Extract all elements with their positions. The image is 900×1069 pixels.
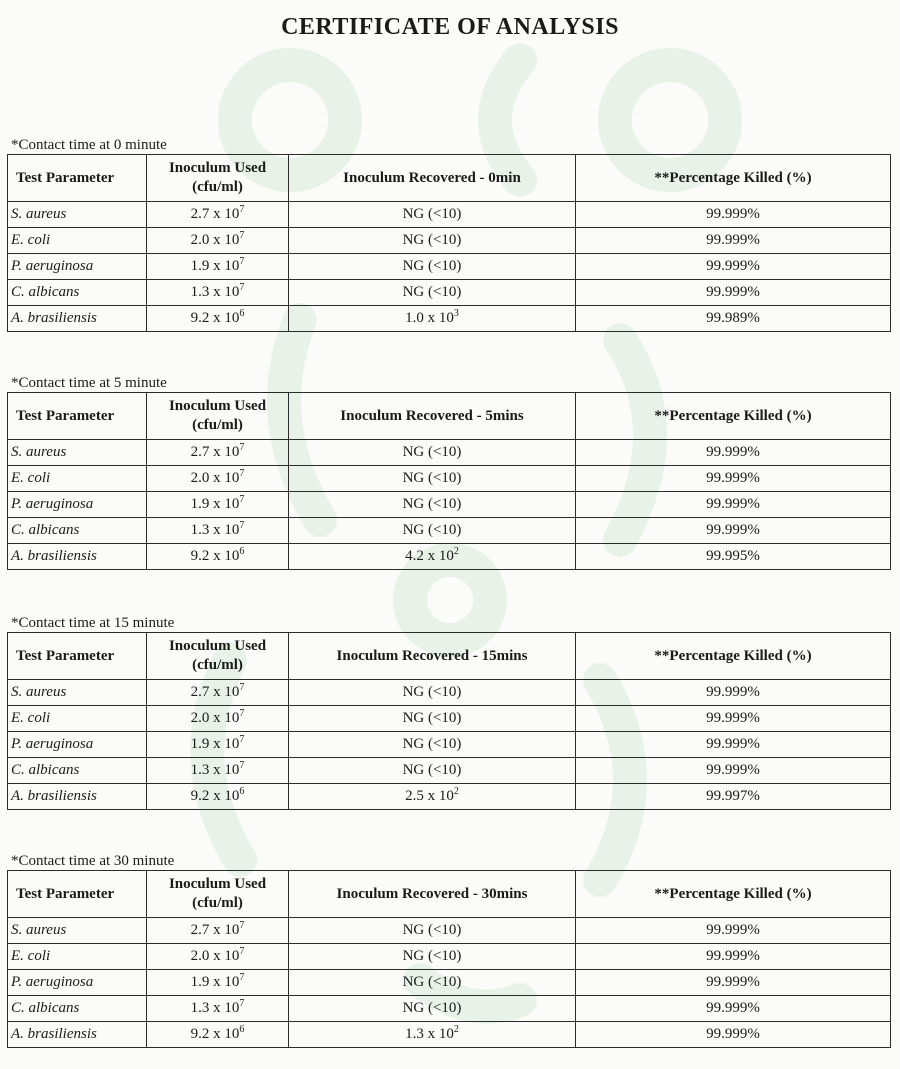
header-inoculum-used-label: Inoculum Used (168, 398, 267, 414)
inoculum-used-cell (147, 996, 289, 1022)
table-row (8, 706, 891, 732)
inoculum-recovered-cell (289, 944, 576, 970)
table-row (8, 918, 891, 944)
inoculum-recovered-value: NG (<10) (402, 232, 462, 248)
inoculum-used-value: 2.7 x 10 (190, 206, 240, 222)
inoculum-recovered-cell (289, 466, 576, 492)
inoculum-used-value: 2.7 x 10 (190, 684, 240, 700)
table-row (8, 492, 891, 518)
inoculum-recovered-cell (289, 518, 576, 544)
header-inoculum-used-unit: (cfu/ml) (192, 179, 243, 195)
table-row (8, 944, 891, 970)
table-row (8, 280, 891, 306)
table-row (8, 518, 891, 544)
header-test-parameter: Test Parameter (8, 155, 147, 202)
table-row (8, 996, 891, 1022)
organism-cell: E. coli (8, 228, 147, 254)
percentage-killed-cell: 99.989% (576, 306, 891, 332)
inoculum-used-exponent: 7 (239, 734, 245, 745)
inoculum-used-exponent: 7 (239, 946, 245, 957)
inoculum-used-exponent: 7 (239, 972, 245, 983)
inoculum-used-cell (147, 202, 289, 228)
inoculum-recovered-exponent: 2 (453, 1024, 459, 1035)
inoculum-used-cell (147, 440, 289, 466)
inoculum-used-exponent: 7 (239, 760, 245, 771)
results-table (7, 154, 891, 332)
inoculum-used-cell (147, 784, 289, 810)
header-percentage-killed: **Percentage Killed (%) (576, 633, 891, 680)
percentage-killed-cell: 99.999% (576, 918, 891, 944)
contact-time-section (7, 852, 890, 1048)
inoculum-used-value: 1.9 x 10 (190, 496, 240, 512)
inoculum-recovered-value: 2.5 x 10 (405, 788, 454, 804)
inoculum-used-exponent: 7 (239, 230, 245, 241)
header-inoculum-recovered: Inoculum Recovered - 5mins (289, 393, 576, 440)
organism-cell: A. brasiliensis (8, 784, 147, 810)
percentage-killed-cell: 99.999% (576, 706, 891, 732)
inoculum-used-value: 1.3 x 10 (190, 1000, 240, 1016)
table-row (8, 1022, 891, 1048)
header-row (8, 155, 891, 202)
table-row (8, 466, 891, 492)
inoculum-used-exponent: 6 (239, 1024, 245, 1035)
inoculum-used-cell (147, 280, 289, 306)
table-row (8, 440, 891, 466)
table-row (8, 254, 891, 280)
inoculum-recovered-exponent: 2 (453, 546, 459, 557)
percentage-killed-cell: 99.999% (576, 732, 891, 758)
inoculum-used-exponent: 7 (239, 920, 245, 931)
header-row (8, 871, 891, 918)
inoculum-recovered-cell (289, 306, 576, 332)
inoculum-recovered-value: NG (<10) (402, 974, 462, 990)
inoculum-recovered-value: NG (<10) (402, 284, 462, 300)
section-caption: *Contact time at 5 minute (11, 375, 167, 391)
organism-cell: A. brasiliensis (8, 1022, 147, 1048)
results-table (7, 392, 891, 570)
results-table (7, 632, 891, 810)
organism-cell: C. albicans (8, 758, 147, 784)
inoculum-used-exponent: 7 (239, 442, 245, 453)
inoculum-used-value: 1.9 x 10 (190, 258, 240, 274)
percentage-killed-cell: 99.999% (576, 996, 891, 1022)
inoculum-used-exponent: 6 (239, 786, 245, 797)
header-inoculum-recovered: Inoculum Recovered - 30mins (289, 871, 576, 918)
header-percentage-killed: **Percentage Killed (%) (576, 871, 891, 918)
organism-cell: P. aeruginosa (8, 492, 147, 518)
percentage-killed-cell: 99.999% (576, 758, 891, 784)
section-caption: *Contact time at 15 minute (11, 615, 175, 631)
contact-time-section (7, 374, 890, 570)
header-percentage-killed: **Percentage Killed (%) (576, 393, 891, 440)
inoculum-recovered-cell (289, 784, 576, 810)
inoculum-used-cell (147, 918, 289, 944)
percentage-killed-cell: 99.999% (576, 440, 891, 466)
inoculum-recovered-value: NG (<10) (402, 206, 462, 222)
header-inoculum-used-label: Inoculum Used (168, 160, 267, 176)
inoculum-used-cell (147, 492, 289, 518)
organism-cell: C. albicans (8, 280, 147, 306)
inoculum-recovered-cell (289, 254, 576, 280)
inoculum-used-value: 2.7 x 10 (190, 444, 240, 460)
inoculum-recovered-cell (289, 706, 576, 732)
inoculum-recovered-value: NG (<10) (402, 762, 462, 778)
inoculum-recovered-exponent: 2 (453, 786, 459, 797)
table-row (8, 758, 891, 784)
inoculum-recovered-cell (289, 996, 576, 1022)
inoculum-used-exponent: 7 (239, 256, 245, 267)
inoculum-recovered-cell (289, 544, 576, 570)
inoculum-recovered-value: NG (<10) (402, 444, 462, 460)
percentage-killed-cell: 99.999% (576, 680, 891, 706)
inoculum-used-value: 1.3 x 10 (190, 762, 240, 778)
table-row (8, 680, 891, 706)
organism-cell: S. aureus (8, 202, 147, 228)
inoculum-used-cell (147, 254, 289, 280)
header-test-parameter: Test Parameter (8, 871, 147, 918)
inoculum-used-exponent: 7 (239, 520, 245, 531)
contact-time-section (7, 614, 890, 810)
inoculum-used-cell (147, 466, 289, 492)
header-percentage-killed: **Percentage Killed (%) (576, 155, 891, 202)
organism-cell: S. aureus (8, 680, 147, 706)
inoculum-recovered-cell (289, 918, 576, 944)
organism-cell: A. brasiliensis (8, 544, 147, 570)
inoculum-recovered-value: NG (<10) (402, 496, 462, 512)
organism-cell: E. coli (8, 706, 147, 732)
table-row (8, 970, 891, 996)
inoculum-recovered-cell (289, 280, 576, 306)
percentage-killed-cell: 99.999% (576, 492, 891, 518)
inoculum-recovered-cell (289, 492, 576, 518)
inoculum-used-cell (147, 518, 289, 544)
percentage-killed-cell: 99.997% (576, 784, 891, 810)
header-inoculum-used-unit: (cfu/ml) (192, 417, 243, 433)
inoculum-used-exponent: 7 (239, 682, 245, 693)
inoculum-used-value: 1.9 x 10 (190, 736, 240, 752)
inoculum-recovered-value: 1.3 x 10 (405, 1026, 454, 1042)
organism-cell: C. albicans (8, 518, 147, 544)
header-inoculum-recovered: Inoculum Recovered - 0min (289, 155, 576, 202)
table-row (8, 544, 891, 570)
inoculum-used-exponent: 7 (239, 494, 245, 505)
header-test-parameter: Test Parameter (8, 633, 147, 680)
inoculum-recovered-value: NG (<10) (402, 1000, 462, 1016)
inoculum-used-value: 9.2 x 10 (190, 788, 240, 804)
inoculum-recovered-value: NG (<10) (402, 258, 462, 274)
inoculum-used-value: 2.0 x 10 (190, 710, 240, 726)
inoculum-recovered-cell (289, 202, 576, 228)
table-row (8, 228, 891, 254)
inoculum-used-value: 2.7 x 10 (190, 922, 240, 938)
header-inoculum-used (147, 393, 289, 440)
inoculum-used-cell (147, 944, 289, 970)
organism-cell: S. aureus (8, 918, 147, 944)
percentage-killed-cell: 99.999% (576, 280, 891, 306)
inoculum-used-value: 9.2 x 10 (190, 548, 240, 564)
inoculum-used-cell (147, 1022, 289, 1048)
inoculum-used-exponent: 7 (239, 708, 245, 719)
inoculum-recovered-cell (289, 228, 576, 254)
inoculum-used-cell (147, 732, 289, 758)
percentage-killed-cell: 99.999% (576, 228, 891, 254)
inoculum-recovered-cell (289, 732, 576, 758)
header-inoculum-used (147, 155, 289, 202)
inoculum-recovered-cell (289, 758, 576, 784)
inoculum-used-cell (147, 680, 289, 706)
header-test-parameter: Test Parameter (8, 393, 147, 440)
inoculum-used-value: 2.0 x 10 (190, 948, 240, 964)
inoculum-used-exponent: 7 (239, 998, 245, 1009)
inoculum-recovered-cell (289, 680, 576, 706)
organism-cell: C. albicans (8, 996, 147, 1022)
inoculum-recovered-value: NG (<10) (402, 684, 462, 700)
inoculum-used-value: 2.0 x 10 (190, 232, 240, 248)
header-inoculum-used (147, 633, 289, 680)
inoculum-recovered-cell (289, 1022, 576, 1048)
inoculum-recovered-value: NG (<10) (402, 922, 462, 938)
organism-cell: P. aeruginosa (8, 254, 147, 280)
inoculum-used-exponent: 6 (239, 546, 245, 557)
inoculum-used-value: 9.2 x 10 (190, 310, 240, 326)
inoculum-used-value: 9.2 x 10 (190, 1026, 240, 1042)
inoculum-used-cell (147, 306, 289, 332)
organism-cell: S. aureus (8, 440, 147, 466)
inoculum-used-cell (147, 758, 289, 784)
percentage-killed-cell: 99.999% (576, 944, 891, 970)
inoculum-recovered-value: 4.2 x 10 (405, 548, 454, 564)
table-row (8, 202, 891, 228)
inoculum-used-value: 1.9 x 10 (190, 974, 240, 990)
header-inoculum-used-label: Inoculum Used (168, 876, 267, 892)
percentage-killed-cell: 99.999% (576, 970, 891, 996)
table-row (8, 306, 891, 332)
inoculum-used-value: 1.3 x 10 (190, 522, 240, 538)
organism-cell: E. coli (8, 944, 147, 970)
inoculum-used-value: 2.0 x 10 (190, 470, 240, 486)
percentage-killed-cell: 99.999% (576, 1022, 891, 1048)
inoculum-recovered-value: NG (<10) (402, 470, 462, 486)
inoculum-used-exponent: 7 (239, 204, 245, 215)
header-inoculum-used (147, 871, 289, 918)
inoculum-recovered-value: NG (<10) (402, 736, 462, 752)
inoculum-used-cell (147, 970, 289, 996)
section-caption: *Contact time at 30 minute (11, 853, 175, 869)
results-table (7, 870, 891, 1048)
organism-cell: P. aeruginosa (8, 970, 147, 996)
header-row (8, 393, 891, 440)
inoculum-used-value: 1.3 x 10 (190, 284, 240, 300)
header-inoculum-used-unit: (cfu/ml) (192, 657, 243, 673)
inoculum-used-cell (147, 706, 289, 732)
page-title: CERTIFICATE OF ANALYSIS (281, 14, 619, 40)
inoculum-used-cell (147, 544, 289, 570)
inoculum-recovered-value: NG (<10) (402, 522, 462, 538)
inoculum-recovered-exponent: 3 (453, 308, 459, 319)
percentage-killed-cell: 99.995% (576, 544, 891, 570)
percentage-killed-cell: 99.999% (576, 466, 891, 492)
inoculum-used-exponent: 7 (239, 468, 245, 479)
header-inoculum-used-label: Inoculum Used (168, 638, 267, 654)
organism-cell: P. aeruginosa (8, 732, 147, 758)
organism-cell: A. brasiliensis (8, 306, 147, 332)
inoculum-recovered-value: NG (<10) (402, 948, 462, 964)
percentage-killed-cell: 99.999% (576, 518, 891, 544)
header-row (8, 633, 891, 680)
table-row (8, 732, 891, 758)
table-row (8, 784, 891, 810)
inoculum-used-exponent: 7 (239, 282, 245, 293)
inoculum-recovered-cell (289, 970, 576, 996)
percentage-killed-cell: 99.999% (576, 202, 891, 228)
inoculum-used-exponent: 6 (239, 308, 245, 319)
inoculum-used-cell (147, 228, 289, 254)
inoculum-recovered-value: 1.0 x 10 (405, 310, 454, 326)
inoculum-recovered-value: NG (<10) (402, 710, 462, 726)
contact-time-section (7, 136, 890, 332)
header-inoculum-used-unit: (cfu/ml) (192, 895, 243, 911)
section-caption: *Contact time at 0 minute (11, 137, 167, 153)
inoculum-recovered-cell (289, 440, 576, 466)
percentage-killed-cell: 99.999% (576, 254, 891, 280)
header-inoculum-recovered: Inoculum Recovered - 15mins (289, 633, 576, 680)
organism-cell: E. coli (8, 466, 147, 492)
